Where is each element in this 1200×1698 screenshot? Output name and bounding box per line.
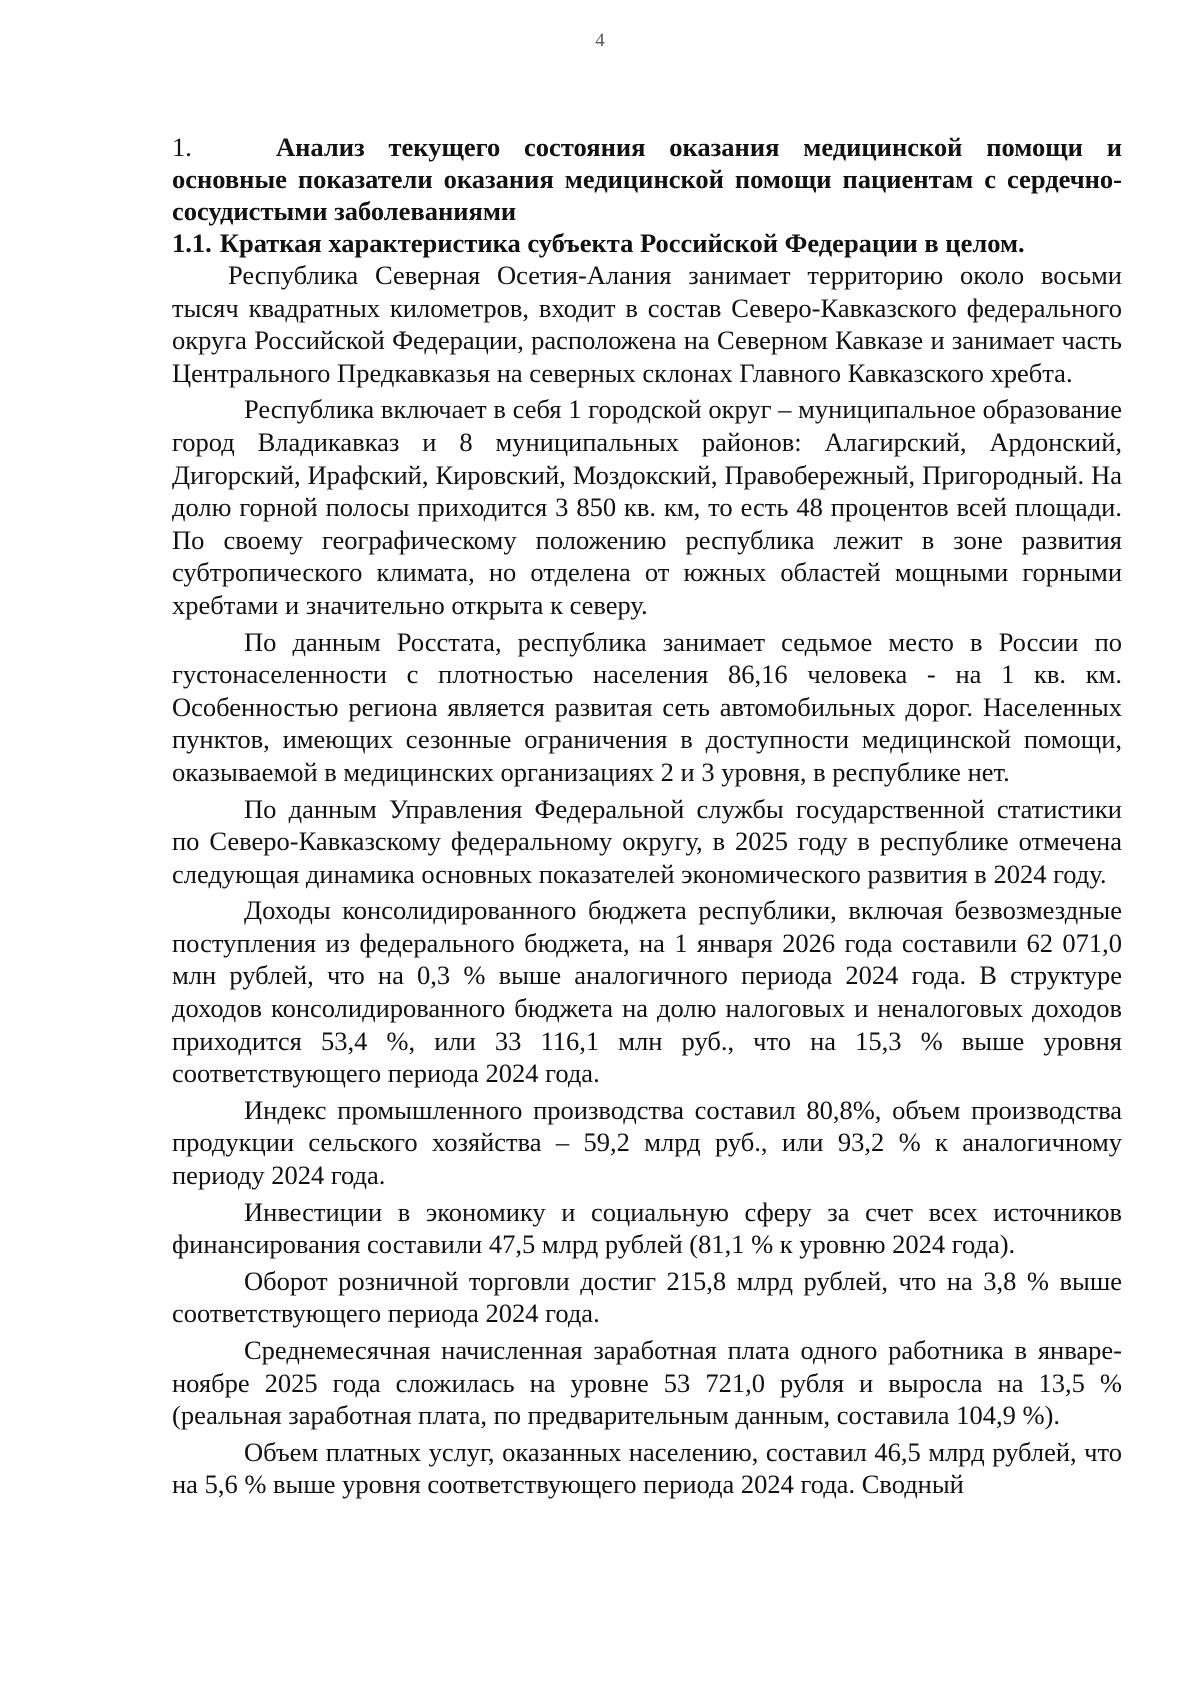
paragraph-retail-turnover: Оборот розничной торговли достиг 215,8 млрд рублей, что на 3,8 % выше соответствующего периода 2024 года. [172,1265,1122,1329]
paragraph-municipalities: Республика включает в себя 1 городской округ – муниципальное образование город Владикавказ и 8 муниципальных районов: Алагирский, Ардонский, Дигорский, Ирафский, Кировский, Моздокский, Правобережный, Пригородный. На долю горной полосы приходится 3 850 кв. км, то есть 48 процентов всей площади. По своему географическому положению республика лежит в зоне развития субтропического климата, но отделена от южных областей мощными горными хребтами и значительно открыта к северу. [172,394,1122,620]
paragraph-population-density: По данным Росстата, республика занимает седьмое место в России по густонаселенности с плотностью населения 86,16 человека - на 1 кв. км. Особенностью региона является развитая сеть автомобильных дорог. Населенных пунктов, имеющих сезонные ограничения в доступности медицинской помощи, оказываемой в медицинских организациях 2 и 3 уровня, в республике нет. [172,626,1122,787]
paragraph-industrial-index: Индекс промышленного производства составил 80,8%, объем производства продукции сельского хозяйства – 59,2 млрд руб., или 93,2 % к аналогичному периоду 2024 года. [172,1094,1122,1191]
section-heading [172,131,1122,227]
page-number: 4 [595,30,605,51]
section-title: Анализ текущего состояния оказания медицинской помощи и основные показатели оказания медицинской помощи пациентам с сердечно-сосудистыми заболеваниями [172,132,1122,226]
paragraph-investments: Инвестиции в экономику и социальную сферу за счет всех источников финансирования составили 47,5 млрд рублей (81,1 % к уровню 2024 года). [172,1196,1122,1260]
paragraph-average-salary: Среднемесячная начисленная заработная плата одного работника в январе-ноябре 2025 года сложилась на уровне 53 721,0 рубля и выросла на 13,5 % (реальная заработная плата, по предварительным данным, составила 104,9 %). [172,1335,1122,1431]
section-number: 1. [172,132,192,162]
paragraph-territory: Республика Северная Осетия-Алания занимает территорию около восьми тысяч квадратных километров, входит в состав Северо-Кавказского федерального округа Российской Федерации, расположена на Северном Кавказе и занимает часть Центрального Предкавказья на северных склонах Главного Кавказского хребта. [172,260,1122,388]
paragraph-statistics-intro: По данным Управления Федеральной службы государственной статистики по Северо-Кавказскому федеральному округу, в 2025 году в республике отмечена следующая динамика основных показателей экономического развития в 2024 году. [172,793,1122,889]
paragraph-budget-revenue: Доходы консолидированного бюджета республики, включая безвозмездные поступления из федерального бюджета, на 1 января 2026 года составили 62 071,0 млн рублей, что на 0,3 % выше аналогичного периода 2024 года. В структуре доходов консолидированного бюджета на долю налоговых и неналоговых доходов приходится 53,4 %, или 33 116,1 млн руб., что на 15,3 % выше уровня соответствующего периода 2024 года. [172,895,1122,1089]
document-body [172,131,1122,1501]
subsection-number: 1.1. [172,228,212,258]
paragraph-paid-services: Объем платных услуг, оказанных населению, составил 46,5 млрд рублей, что на 5,6 % выше уровня соответствующего периода 2024 года. Сводный [172,1436,1122,1500]
subsection-title: Краткая характеристика субъекта Российской Федерации в целом. [219,228,1025,258]
subsection-heading [172,227,1122,259]
